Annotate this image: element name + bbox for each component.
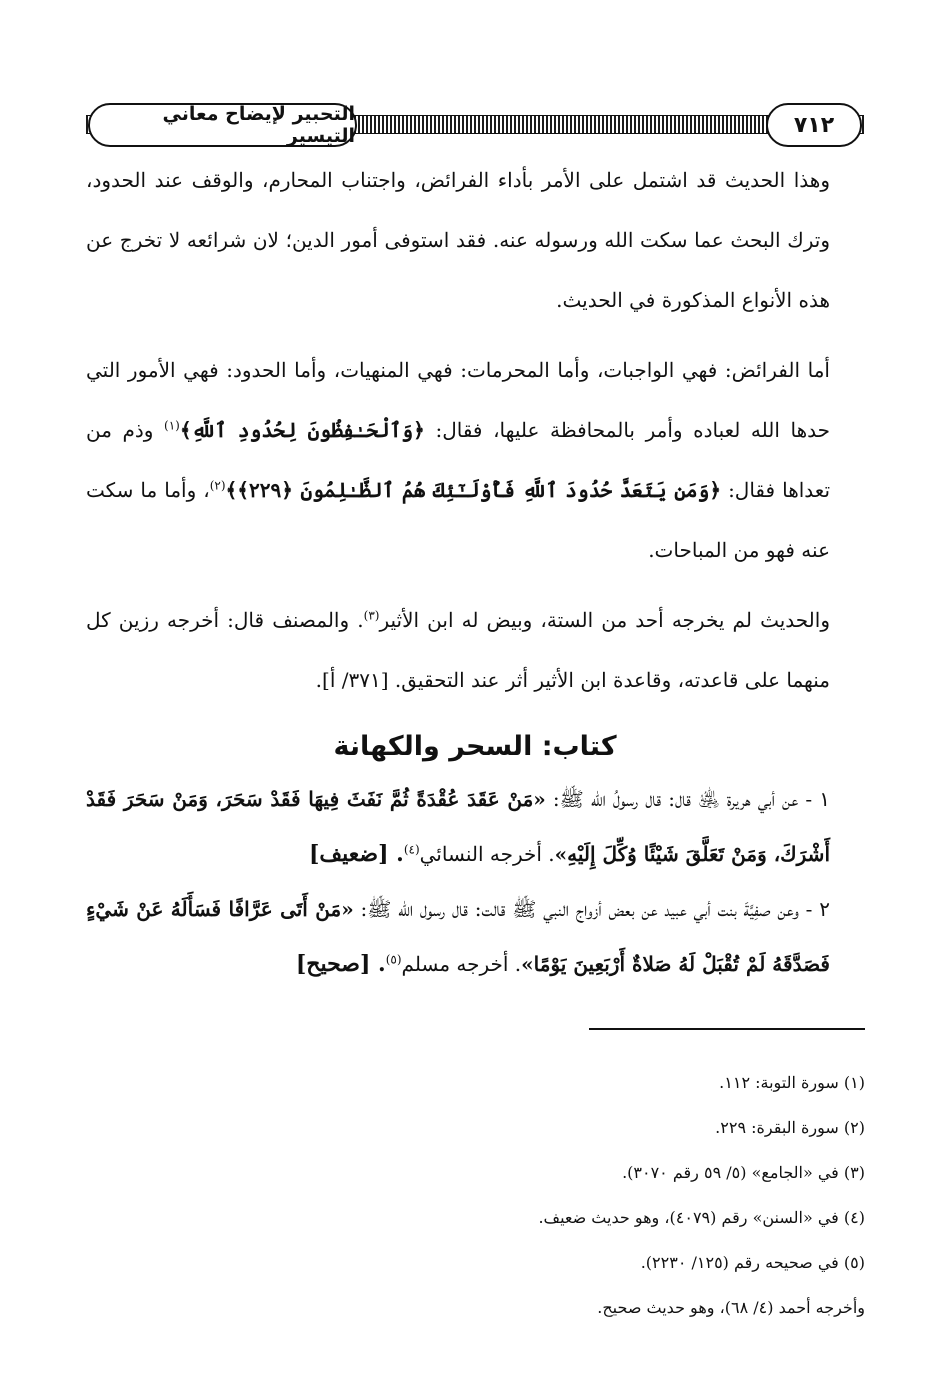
footnote-ref-4: (٤) xyxy=(403,842,420,857)
paragraph-2-text-c: ، وأما ما سكت عنه فهو من المباحات. xyxy=(86,478,830,562)
footnote-ref-2: (٢) xyxy=(209,478,226,493)
hadith-1 xyxy=(86,772,864,882)
main-text xyxy=(86,150,864,992)
footnote-3: (٣) في «الجامع» (٥/ ٥٩ رقم ٣٠٧٠). xyxy=(622,1163,865,1182)
page-number xyxy=(766,103,862,147)
hadith-2-grade: . [صحيح] xyxy=(295,951,386,977)
paragraph-3-text-a: والحديث لم يخرجه أحد من الستة، وبيض له ابن الأثير xyxy=(379,608,830,632)
footnotes xyxy=(87,1060,865,1330)
paragraph-2 xyxy=(86,340,864,580)
quran-quote-1: ﴿وَٱلْحَـٰفِظُونَ لِحُدُودِ ٱللَّهِ﴾ xyxy=(179,418,425,442)
paragraph-1: وهذا الحديث قد اشتمل على الأمر بأداء الفرائض، واجتناب المحارم، والوقف عند الحدود، وترك البحث عما سكت الله ورسوله عنه. فقد استوفى أمور الدين؛ لان شرائعه لا تخرج عن هذه الأنواع المذكورة في الحديث. xyxy=(86,168,830,312)
hadith-2-intro: ٢ - وعن صفِيَّةَ بنت أبي عبيد عن بعض أزواج النبي ﷺ قالت: قال رسول الله ﷺ: xyxy=(353,897,830,921)
hadith-1-grade: . [ضعيف] xyxy=(308,841,404,867)
quran-quote-2: ﴿وَمَن يَتَعَدَّ حُدُودَ ٱللَّهِ فَأُوْلَـٰٓئِكَ هُمُ ٱلظَّـٰلِمُونَ ﴿٢٢٩﴾﴾ xyxy=(225,478,722,502)
footnote-ref-3: (٣) xyxy=(363,608,380,623)
footnote-1: (١) سورة التوبة: ١١٢. xyxy=(719,1073,865,1092)
footnote-5-continuation: وأخرجه أحمد (٤/ ٦٨)، وهو حديث صحيح. xyxy=(597,1298,865,1317)
paragraph-2-text-b: وذم من تعداها فقال: xyxy=(86,418,831,502)
hadith-2 xyxy=(86,882,864,992)
hadith-1-intro: ١ - عن أبي هريرة ﵁ قال: قال رسولُ الله ﷺ: xyxy=(545,787,831,811)
hadith-1-matn: «مَنْ عَقَدَ عُقْدَةً ثُمَّ نَفَثَ فِيهَا فَقَدْ سَحَرَ، وَمَنْ سَحَرَ فَقَدْ أَشْرَكَ، وَمَنْ تَعَلَّقَ شَيْئًا وُكِّلَ إِلَيْهِ» xyxy=(86,787,830,866)
page-number-text: ٧١٢ xyxy=(793,112,835,138)
paragraph-2-text-a: أما الفرائض: فهي الواجبات، وأما المحرمات: فهي المنهيات، وأما الحدود: فهي الأمور التي حدها الله لعباده وأمر بالمحافظة عليها، فقال: xyxy=(86,358,830,442)
hadith-2-matn: «مَنْ أَتَى عَرَّافًا فَسَأَلَهُ عَنْ شَيْءٍ فَصَدَّقَهُ لَمْ تُقْبَلْ لَهُ صَلاةٌ أَرْبَعِينَ يَوْمًا» xyxy=(86,897,830,976)
hadith-2-source: . أخرجه مسلم xyxy=(401,952,522,976)
chapter-title: كتاب: السحر والكهانة xyxy=(333,731,617,762)
running-title xyxy=(88,103,357,147)
footnote-5: (٥) في صحيحه رقم (١٢٥/ ٢٢٣٠). xyxy=(640,1253,865,1272)
footnote-4: (٤) في «السنن» رقم (٤٠٧٩)، وهو حديث ضعيف. xyxy=(538,1208,865,1227)
footnote-divider xyxy=(589,1028,865,1030)
page-header xyxy=(86,100,864,148)
paragraph-3-text-b: . والمصنف قال: أخرجه رزين كل منهما على قاعدته، وقاعدة ابن الأثير أثر عند التحقيق. [٣٧١/ أ]. xyxy=(86,608,830,692)
running-title-text: التحبير لإيضاح معاني التيسير xyxy=(162,103,355,147)
footnote-ref-5: (٥) xyxy=(385,952,402,967)
hadith-1-source: . أخرجه النسائي xyxy=(419,842,555,866)
footnote-ref-1: (١) xyxy=(164,418,180,433)
paragraph-3 xyxy=(86,590,864,710)
footnote-2: (٢) سورة البقرة: ٢٢٩. xyxy=(715,1118,865,1137)
